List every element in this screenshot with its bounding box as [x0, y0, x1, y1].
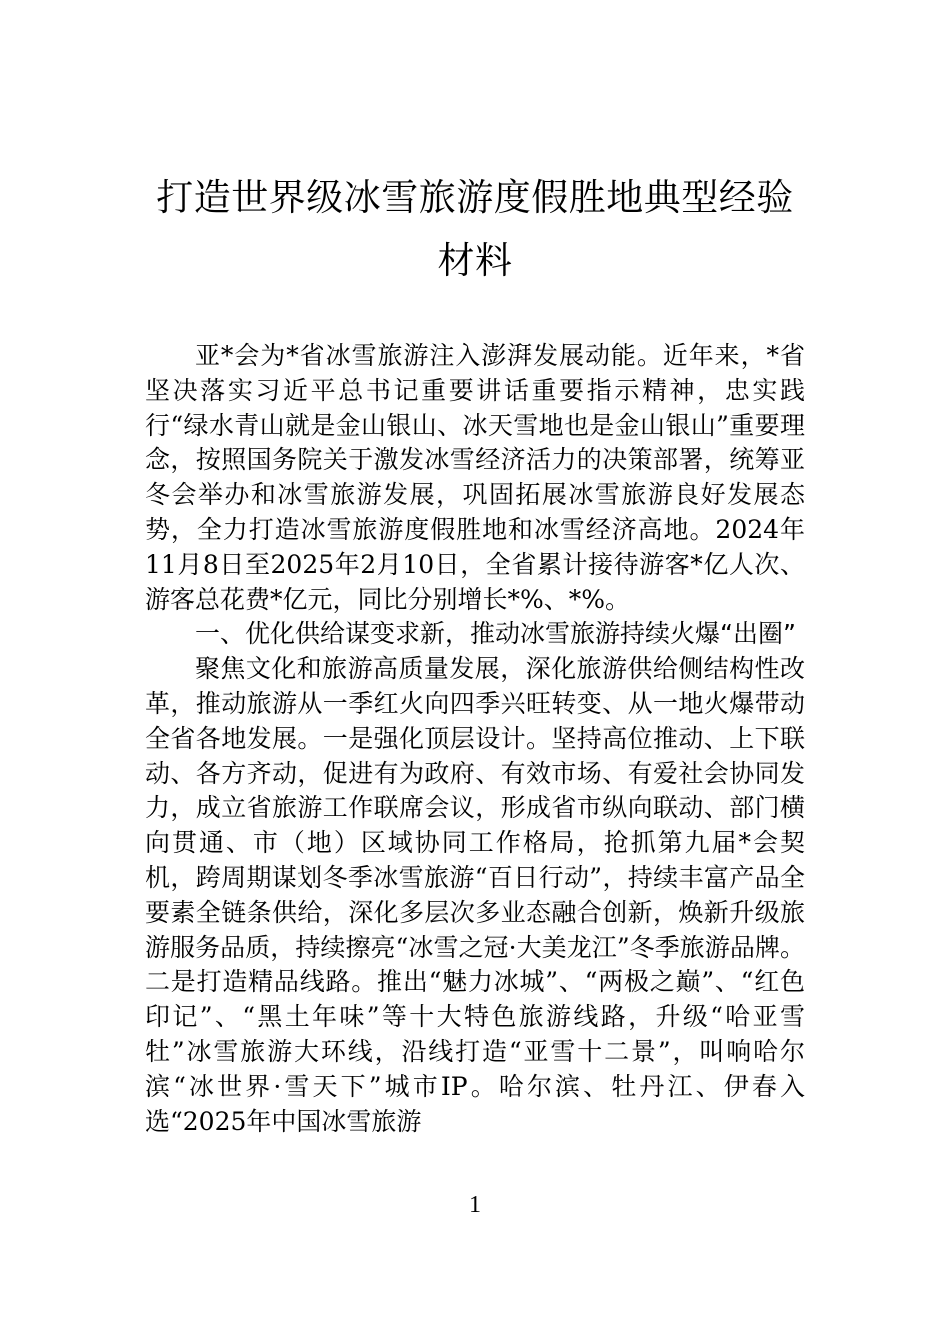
section-paragraph: 聚焦文化和旅游高质量发展，深化旅游供给侧结构性改革，推动旅游从一季红火向四季兴旺转变、从一地火爆带动全省各地发展。一是强化顶层设计。坚持高位推动、上下联动、各方齐动，促进有为政府、有效市场、有爱社会协同发力，成立省旅游工作联席会议，形成省市纵向联动、部门横向贯通、市（地）区域协同工作格局，抢抓第九届*会契机，跨周期谋划冬季冰雪旅游“百日行动”，持续丰富产品全要素全链条供给，深化多层次多业态融合创新，焕新升级旅游服务品质，持续擦亮“冰雪之冠·大美龙江”冬季旅游品牌。二是打造精品线路。推出“魅力冰城”、“两极之巅”、“红色印记”、“黑土年味”等十大特色旅游线路，升级“哈亚雪牡”冰雪旅游大环线，沿线打造“亚雪十二景”，叫响哈尔滨“冰世界·雪天下”城市IP。哈尔滨、牡丹江、伊春入选“2025年中国冰雪旅游: [145, 654, 806, 1136]
document-body: [145, 339, 805, 1139]
page-number: 1: [469, 1192, 481, 1218]
document-title: 打造世界级冰雪旅游度假胜地典型经验材料: [156, 176, 794, 282]
intro-paragraph: 亚*会为*省冰雪旅游注入澎湃发展动能。近年来，*省坚决落实习近平总书记重要讲话重要指示精神，忠实践行“绿水青山就是金山银山、冰天雪地也是金山银山”重要理念，按照国务院关于激发冰雪经济活力的决策部署，统筹亚冬会举办和冰雪旅游发展，巩固拓展冰雪旅游良好发展态势，全力打造冰雪旅游度假胜地和冰雪经济高地。2024年11月8日至2025年2月10日，全省累计接待游客*亿人次、游客总花费*亿元，同比分别增长*%、*%。: [145, 341, 805, 614]
section-heading: 一、优化供给谋变求新，推动冰雪旅游持续火爆“出圈”: [195, 619, 796, 649]
